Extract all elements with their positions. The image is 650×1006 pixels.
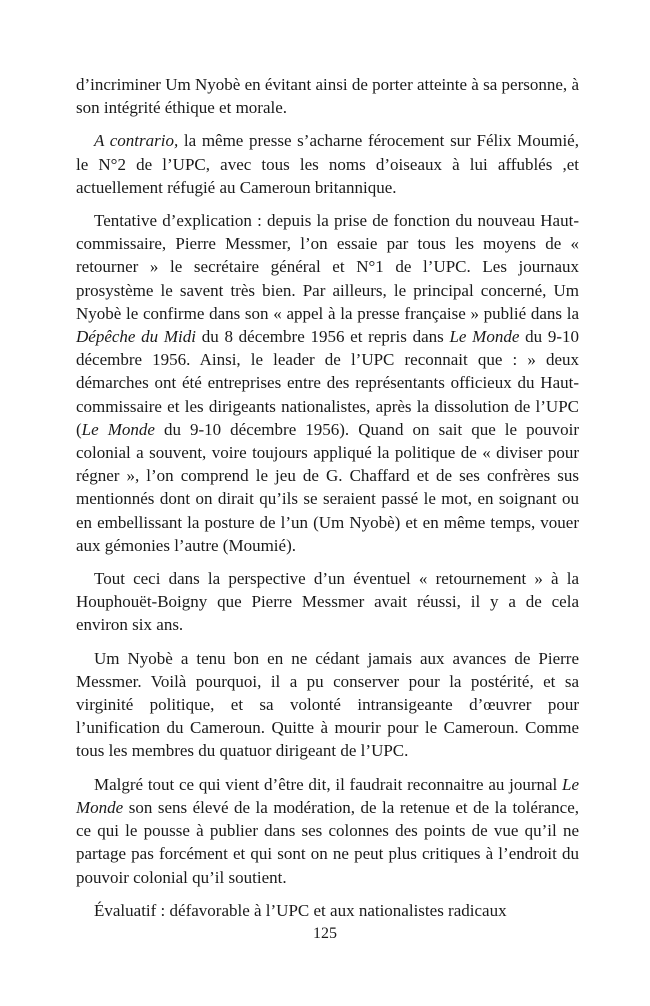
paragraph: Tentative d’explication : depuis la prise de fonction du nouveau Haut-commissaire, Pierre Messmer, l’on essaie par tous les moyens de « retourner » le secrétaire général et N°1 de l’UPC. Les journaux prosystème le savent très bien. Par ailleurs, le principal concerné, Um Nyobè le confirme dans son « appel à la presse française » publié dans la Dépêche du Midi du 8 décembre 1956 et repris dans Le Monde du 9-10 décembre 1956. Ainsi, le leader de l’UPC reconnait que : » deux démarches ont été entreprises entre des représentants officieux du Haut-commissaire et les dirigeants nationalistes, après la dissolution de l’UPC (Le Monde du 9-10 décembre 1956). Quand on sait que le pouvoir colonial a souvent, voire toujours appliqué la politique de « diviser pour régner », l’on comprend le jeu de G. Chaffard et de ses confrères sus mentionnés dont on dirait qu’ils se seraient passé le mot, en soignant ou en embellissant la posture de l’un (Um Nyobè) et en même temps, vouer aux gémonies l’autre (Moumié).	[76, 211, 580, 555]
italic-title: Dépêche du Midi	[76, 327, 197, 347]
page-body	[76, 73, 579, 932]
italic-title: Le Monde	[449, 327, 520, 347]
paragraph: d’incriminer Um Nyobè en évitant ainsi de porter atteinte à sa personne, à son intégrité éthique et morale.	[76, 75, 579, 118]
italic-title: Le Monde	[81, 419, 155, 439]
paragraph: Um Nyobè a tenu bon en ne cédant jamais aux avances de Pierre Messmer. Voilà pourquoi, il a pu conserver pour la postérité, et sa virginité politique, et sa volonté intransigeante d’œuvrer pour l’unification du Cameroun. Quitte à mourir pour le Cameroun. Comme tous les membres du quatuor dirigeant de l’UPC.	[76, 648, 579, 761]
italic-title: A contrario,	[94, 131, 179, 151]
paragraph: Malgré tout ce qui vient d’être dit, il faudrait reconnaitre au journal Le Monde son sens élevé de la modération, de la retenue et de la tolérance, ce qui le pousse à publier dans ses colonnes des points de vue qu’il ne partage pas forcément et qui sont on ne peut plus critiques à l’endroit du pouvoir colonial qu’il soutient.	[76, 774, 579, 887]
page-number: 125	[313, 925, 337, 942]
paragraph: Tout ceci dans la perspective d’un éventuel « retournement » à la Houphouët-Boigny que Pierre Messmer avait réussi, il y a de cela environ six ans.	[76, 569, 579, 635]
italic-title: Le Monde	[76, 774, 579, 817]
paragraph: A contrario, la même presse s’acharne férocement sur Félix Moumié, le N°2 de l’UPC, avec tous les noms d’oiseaux à lui affublés ,et actuellement réfugié au Cameroun britannique.	[76, 131, 579, 197]
paragraph: Évaluatif : défavorable à l’UPC et aux nationalistes radicaux	[94, 900, 507, 920]
